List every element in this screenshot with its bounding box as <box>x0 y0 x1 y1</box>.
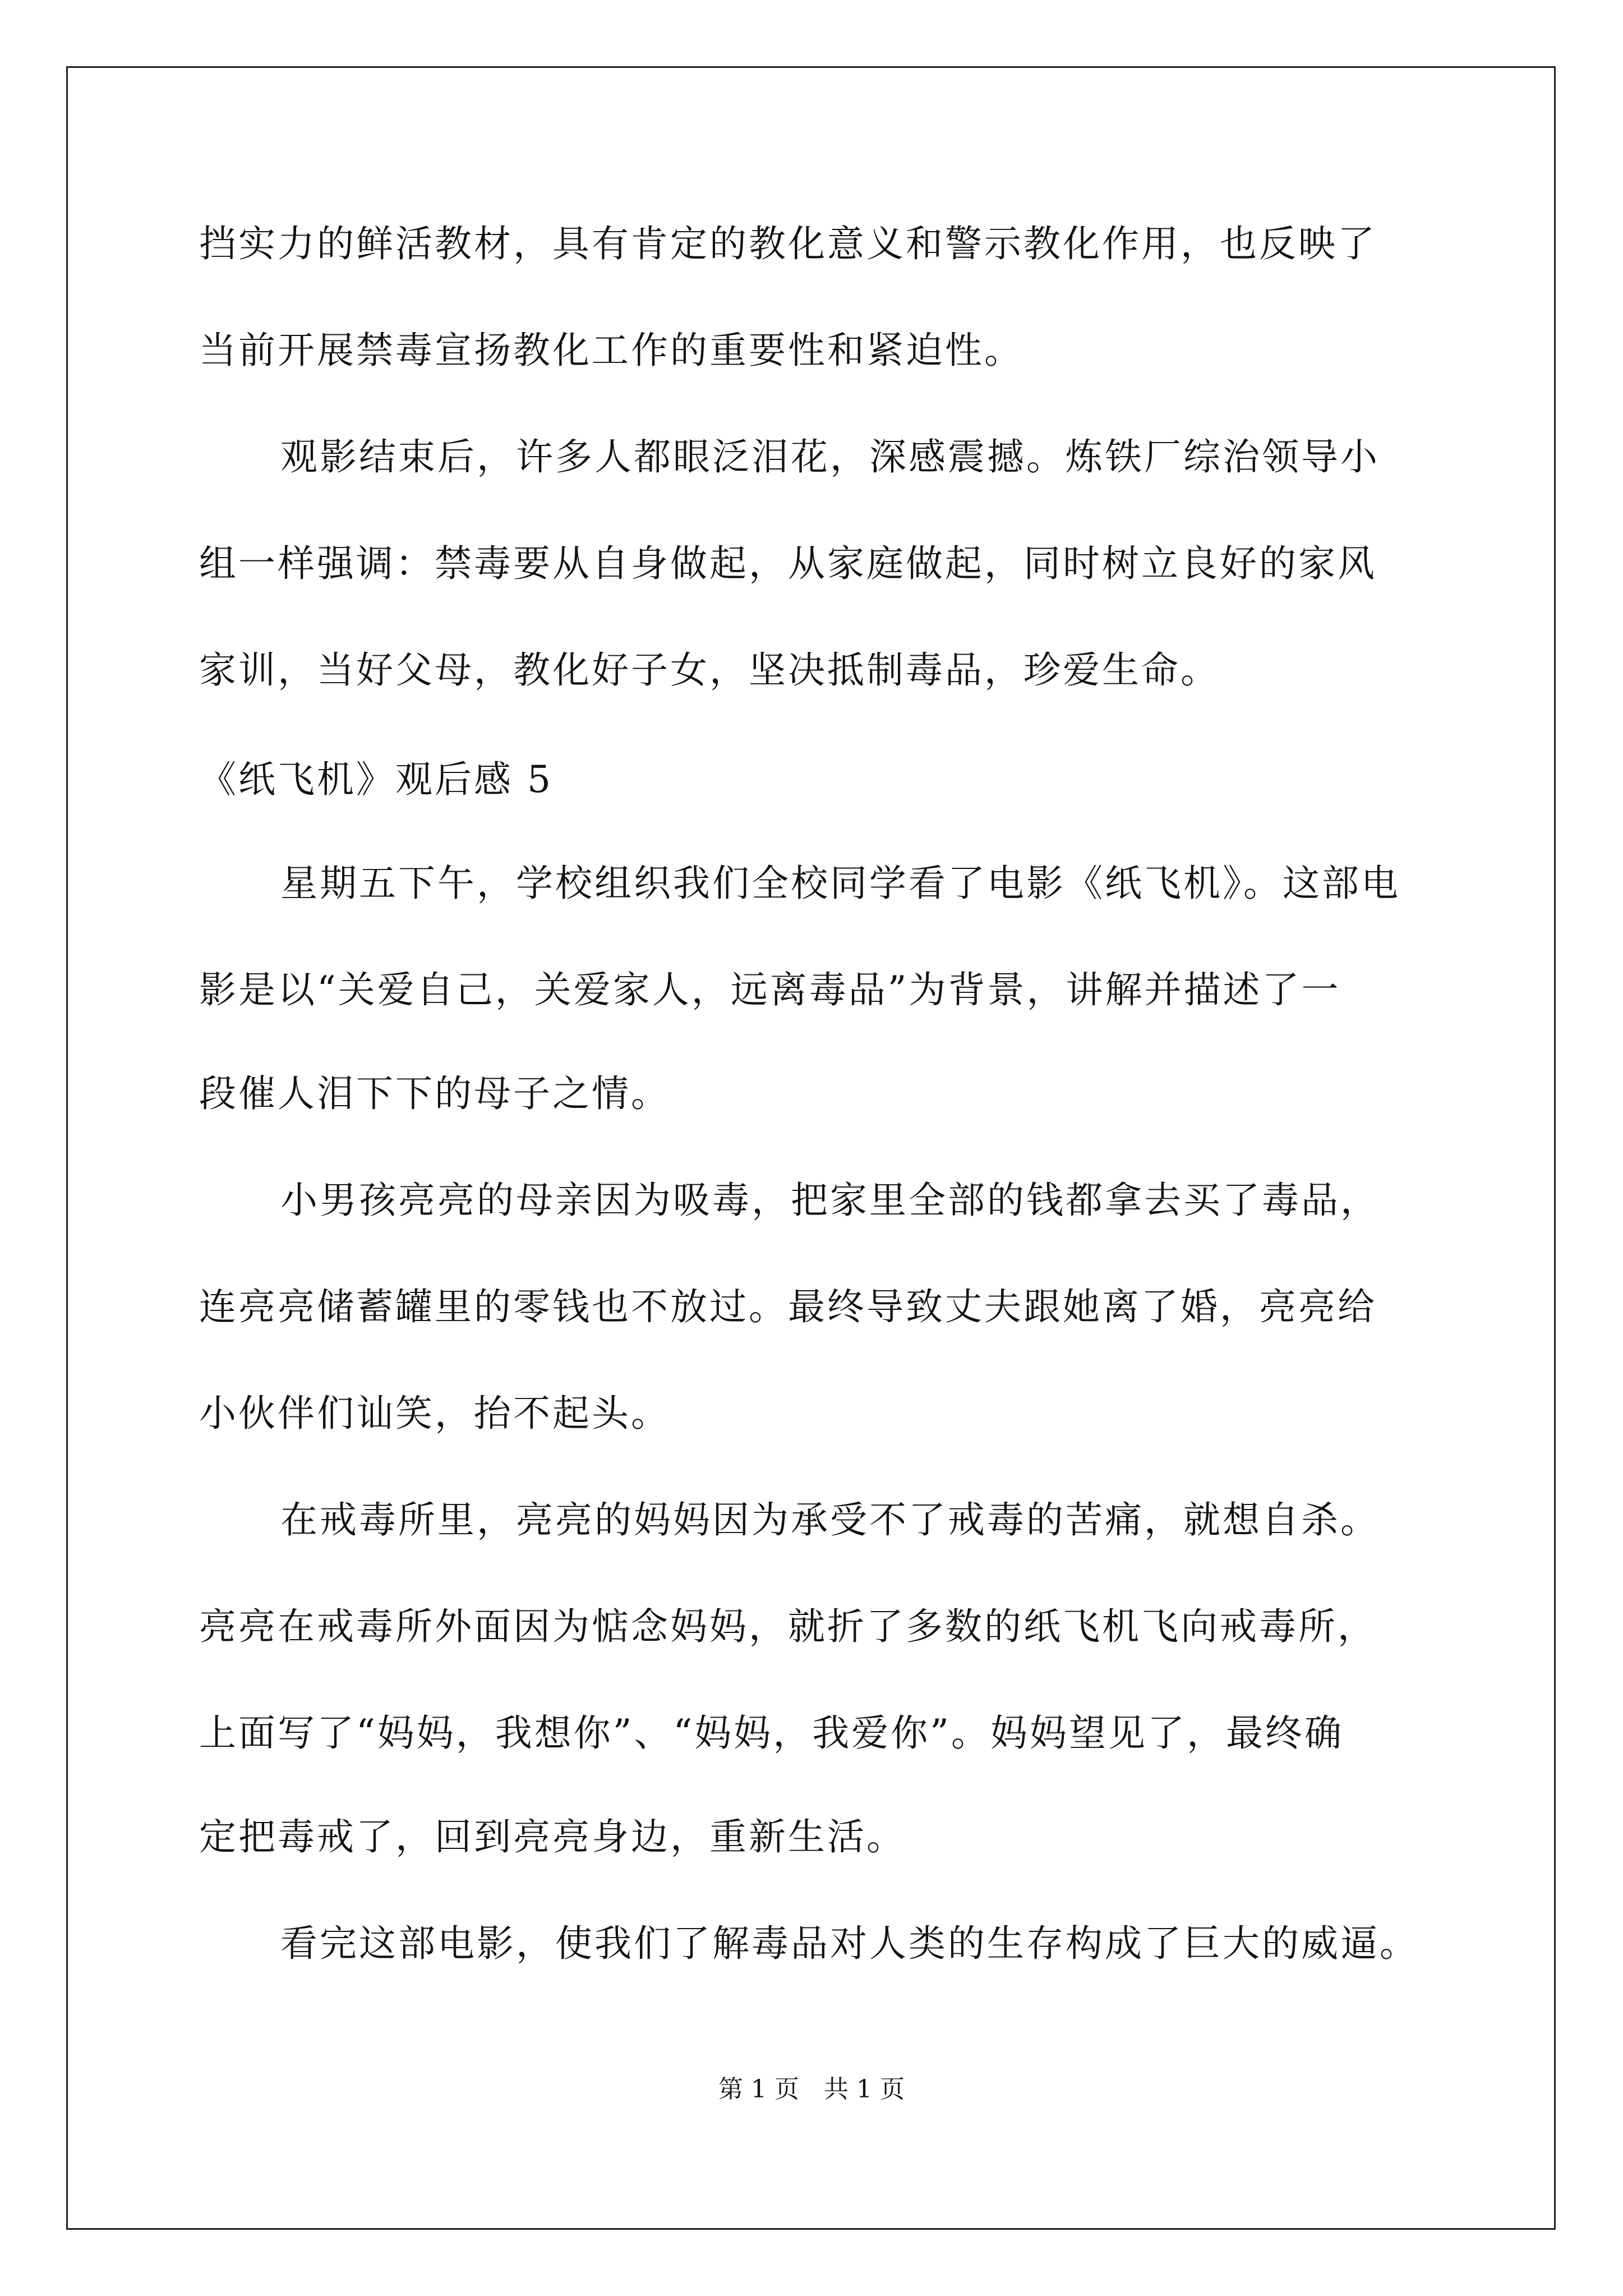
text-line: 段催人泪下下的母子之情。 <box>199 1072 670 1115</box>
text-line: 挡实力的鲜活教材，具有肯定的教化意义和警示教化作用，也反映了 <box>199 222 1377 265</box>
text-line: 上面写了“妈妈，我想你”、“妈妈，我爱你”。妈妈望见了，最终确 <box>199 1711 1344 1755</box>
text-line: 连亮亮储蓄罐里的零钱也不放过。最终导致丈夫跟她离了婚，亮亮给 <box>199 1285 1377 1328</box>
text-line: 当前开展禁毒宣扬教化工作的重要性和紧迫性。 <box>199 329 1023 372</box>
text-line: 观影结束后，许多人都眼泛泪花，深感震撼。炼铁厂综治领导小 <box>280 435 1380 478</box>
text-line: 小男孩亮亮的母亲因为吸毒，把家里全部的钱都拿去买了毒品， <box>280 1179 1380 1222</box>
page-border <box>66 66 1556 2230</box>
section-heading: 《纸飞机》观后感 5 <box>199 758 553 801</box>
text-line: 小伙伴们讪笑，抬不起头。 <box>199 1392 670 1435</box>
text-line: 看完这部电影，使我们了解毒品对人类的生存构成了巨大的威逼。 <box>280 1922 1419 1965</box>
text-line: 亮亮在戒毒所外面因为惦念妈妈，就折了多数的纸飞机飞向戒毒所， <box>199 1605 1377 1648</box>
text-line: 在戒毒所里，亮亮的妈妈因为承受不了戒毒的苦痛，就想自杀。 <box>280 1498 1380 1542</box>
text-line: 影是以“关爱自己，关爱家人，远离毒品”为背景，讲解并描述了一 <box>199 968 1341 1011</box>
text-line: 组一样强调：禁毒要从自身做起，从家庭做起，同时树立良好的家风 <box>199 542 1377 585</box>
text-line: 家训，当好父母，教化好子女，坚决抵制毒品，珍爱生命。 <box>199 648 1220 692</box>
text-line: 星期五下午，学校组织我们全校同学看了电影《纸飞机》。这部电 <box>280 862 1400 905</box>
text-line: 定把毒戒了，回到亮亮身边，重新生活。 <box>199 1815 906 1858</box>
page-number-footer: 第 1 页 共 1 页 <box>718 2075 905 2104</box>
